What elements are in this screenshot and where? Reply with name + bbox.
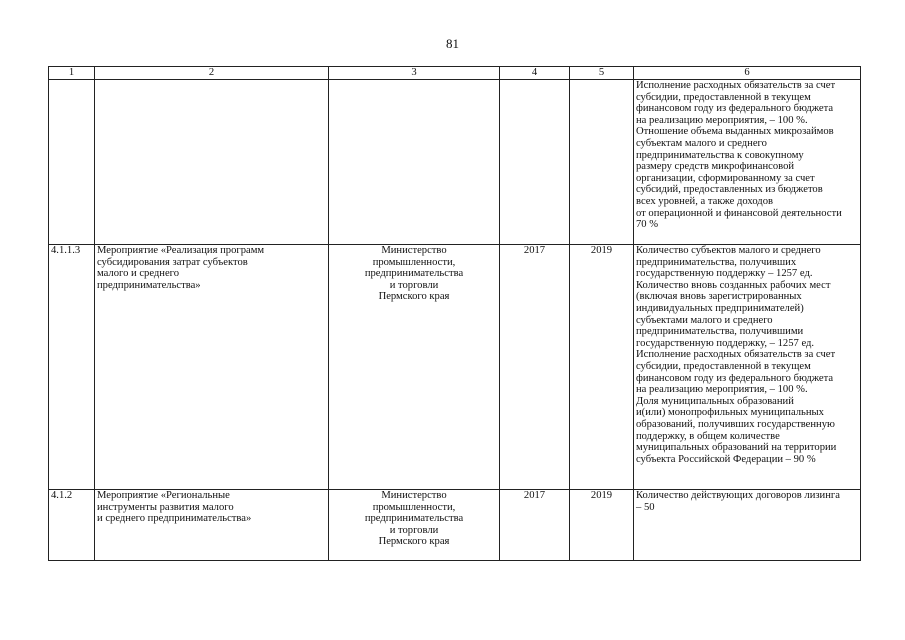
header-cell-1: 1 [49,67,95,80]
row-code: 4.1.2 [49,490,95,561]
row-executor [329,80,500,245]
text-line: промышленности, [372,256,456,268]
text-line: и среднего предпринимательства» [97,513,252,525]
row-indicators [634,245,861,490]
text-line: образований, получивших государственную [636,418,835,430]
text-line: государственную поддержку – 1257 ед. [636,268,813,280]
text-line: и торговли [389,524,439,536]
row-code [49,80,95,245]
text-line: и торговли [389,279,439,291]
text-line: Исполнение расходных обязательств за счет [636,80,836,91]
row-indicators [634,80,861,245]
text-line: муниципальных образований на территории [636,442,837,454]
row-name [95,80,329,245]
text-line: (включая вновь зарегистрированных [636,291,802,303]
text-line: всех уровней, а также доходов [636,195,773,207]
text-line: Министерство [381,490,447,501]
text-line: государственную поддержку, – 1257 ед. [636,337,815,349]
text-line: субсидии, предоставленной в текущем [636,360,811,372]
row-code: 4.1.1.3 [49,245,95,490]
row-start-year: 2017 [500,490,570,561]
header-cell-6: 6 [634,67,861,80]
table-header-row [49,67,861,80]
text-line: на реализацию мероприятия, – 100 %. [636,114,808,126]
text-line: Количество субъектов малого и среднего [636,245,821,256]
text-line: размеру средств микрофинансовой [636,161,795,173]
header-cell-3: 3 [329,67,500,80]
row-start-year: 2017 [500,245,570,490]
text-line: субсидирования затрат субъектов [97,256,248,268]
text-line: Мероприятие «Реализация программ [97,245,265,256]
row-end-year: 2019 [570,245,634,490]
text-line: Пермского края [378,536,450,548]
text-line: Количество действующих договоров лизинга [636,490,840,501]
text-line: поддержку, в общем количестве [636,430,780,442]
text-line: субъектами малого и среднего [636,314,773,326]
text-line: субсидий, предоставленных из бюджетов [636,184,823,196]
page-number: 81 [446,36,459,51]
text-line: инструменты развития малого [97,501,234,513]
text-line: субсидии, предоставленной в текущем [636,91,811,103]
table-row [49,245,861,490]
text-line: финансовом году из федерального бюджета [636,103,834,115]
text-line: от операционной и финансовой деятельности [636,207,842,219]
text-line: Мероприятие «Региональные [97,490,230,501]
text-line: Исполнение расходных обязательств за счет [636,349,836,361]
text-line: промышленности, [372,501,456,513]
header-cell-2: 2 [95,67,329,80]
row-end-year: 2019 [570,490,634,561]
text-line: на реализацию мероприятия, – 100 %. [636,384,808,396]
text-line: предпринимательства, получившими [636,326,804,338]
header-cell-4: 4 [500,67,570,80]
text-line: Доля муниципальных образований [636,395,794,407]
text-line: финансовом году из федерального бюджета [636,372,834,384]
text-line: предпринимательства [364,513,464,525]
text-line: субъектам малого и среднего [636,137,767,149]
text-line: организации, сформированному за счет [636,172,815,184]
row-executor [329,490,500,561]
text-line: предпринимательства, получивших [636,256,797,268]
row-name [95,490,329,561]
text-line: предпринимательства [364,268,464,280]
text-line: предпринимательства к совокупному [636,149,804,161]
text-line: субъекта Российской Федерации – 90 % [636,453,816,465]
text-line: и(или) монопрофильных муниципальных [636,407,824,419]
row-start-year [500,80,570,245]
text-line: Пермского края [378,291,450,303]
text-line: 70 % [636,219,659,231]
row-executor [329,245,500,490]
row-name [95,245,329,490]
text-line: Отношение объема выданных микрозаймов [636,126,834,138]
table-row [49,80,861,245]
header-cell-5: 5 [570,67,634,80]
text-line: малого и среднего [97,268,180,280]
table-row [49,490,861,561]
row-end-year [570,80,634,245]
text-line: Министерство [381,245,447,256]
measures-table [48,66,861,561]
row-indicators [634,490,861,561]
text-line: индивидуальных предпринимателей) [636,302,804,314]
text-line: Количество вновь созданных рабочих мест [636,279,831,291]
text-line: предпринимательства» [97,279,201,291]
text-line: – 50 [636,501,655,513]
